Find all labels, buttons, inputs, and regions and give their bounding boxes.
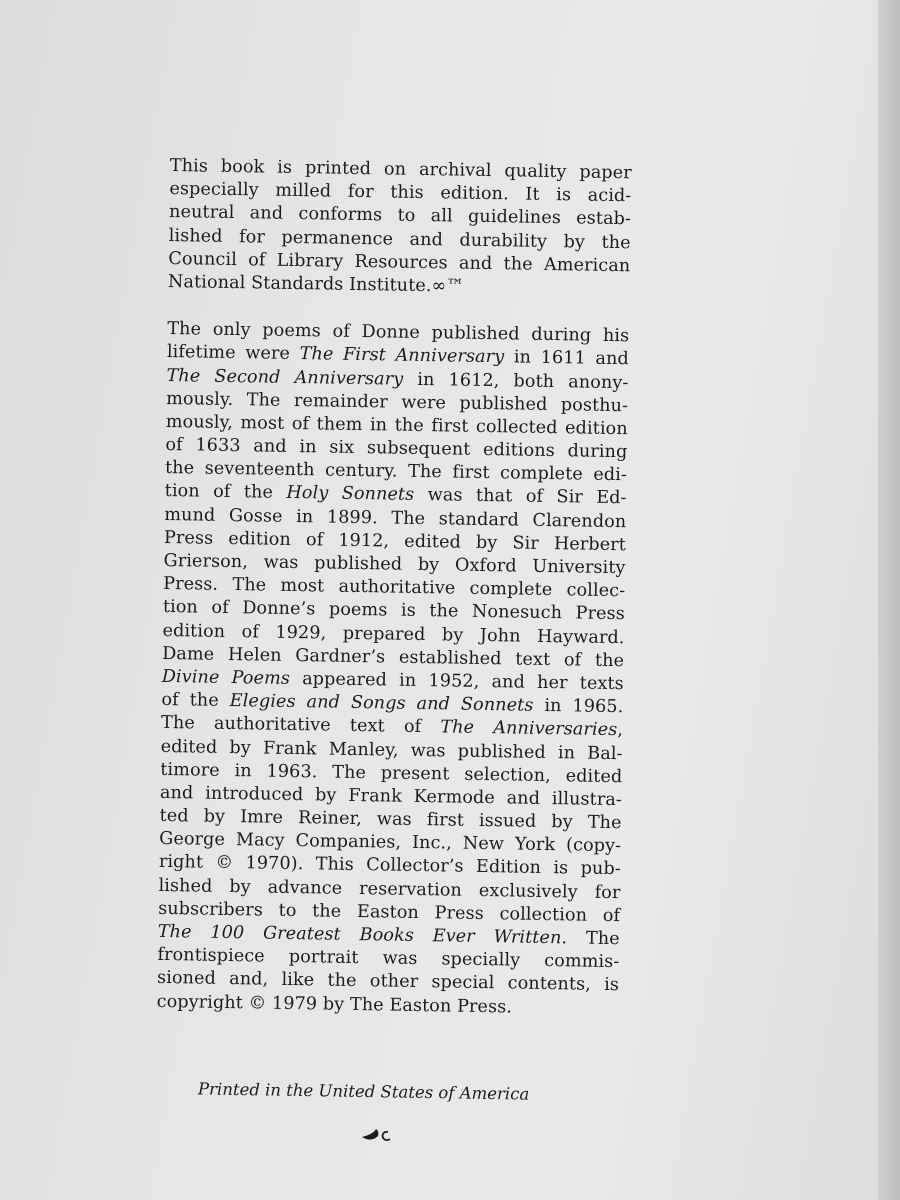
text-segment: lifetime were (166, 342, 300, 365)
text-segment: in 1612, both anony- (403, 369, 629, 393)
text-segment: The only poems of Donne published during his (167, 319, 630, 347)
text-segment: of the (161, 690, 230, 712)
text-segment: ted by Imre Reiner, was first issued by The (159, 805, 622, 834)
italic-title: The 100 Greatest Books Ever Written (157, 921, 562, 949)
italic-title: The Anniversaries (440, 717, 618, 741)
text-segment: of 1633 and in six subsequent editions during (165, 435, 628, 463)
text-segment: subscribers to the Easton Press collection of (158, 898, 621, 926)
colophon-text (157, 155, 632, 1021)
text-segment: mund Gosse in 1899. The standard Clarendon (164, 504, 627, 532)
page-edge (878, 0, 900, 1200)
text-segment: in 1965. (533, 695, 624, 718)
text-segment: George Macy Companies, Inc., New York (copy- (159, 829, 622, 857)
text-segment: lished for permanence and durability by the (168, 225, 631, 253)
text-segment: edited by Frank Manley, was published in Bal- (160, 736, 623, 764)
text-segment: Press edition of 1912, edited by Sir Herbert (163, 527, 627, 556)
text-segment: mously. The remainder were published posthu- (166, 388, 629, 416)
italic-title: The Second Anniversary (166, 365, 404, 390)
text-segment: Grierson, was published by Oxford University (163, 550, 626, 579)
paragraph (157, 318, 630, 1021)
text-segment: and introduced by Frank Kermode and illustra- (159, 782, 623, 811)
text-segment: edition of 1929, prepared by John Hayward. (162, 620, 625, 648)
text-segment: National Standards Institute.∞™ (167, 271, 465, 297)
paragraph (168, 155, 632, 301)
italic-title: Elegies and Songs and Sonnets (229, 691, 534, 716)
text-segment: especially milled for this edition. It is acid- (169, 179, 632, 207)
text-segment: Press. The most authoritative complete collec- (163, 574, 626, 602)
text-segment: frontispiece portrait was specially commis- (157, 945, 620, 973)
text-segment: copyright © 1979 by The Easton Press. (156, 991, 513, 1018)
italic-title: The First Anniversary (299, 344, 505, 368)
text-segment: Dame Helen Gardner’s established text of the (162, 643, 625, 671)
text-segment: This book is printed on archival quality paper (169, 155, 632, 184)
text-segment: mously, most of them in the first collected edition (165, 411, 628, 440)
text-segment: was that of Sir Ed- (414, 485, 627, 509)
text-segment: in 1611 and (504, 347, 630, 370)
italic-title: Divine Poems (161, 666, 291, 689)
text-segment: Council of Library Resources and the American (168, 248, 631, 276)
text-segment: the seventeenth century. The first complete edi- (164, 458, 628, 486)
italic-title: Holy Sonnets (286, 483, 415, 506)
text-segment: . The (561, 928, 620, 950)
text-segment: The authoritative text of (160, 713, 441, 738)
text-segment: right © 1970). This Collector’s Edition is pub- (158, 852, 621, 880)
text-segment: sioned and, like the other special contents, is (156, 968, 620, 996)
text-segment: appeared in 1952, and her texts (289, 668, 624, 695)
text-segment: neutral and conforms to all guidelines estab- (168, 202, 632, 230)
imprint-line: Printed in the United States of America (197, 1079, 530, 1104)
text-segment: tion of Donne’s poems is the Nonesuch Press (162, 597, 625, 625)
text-segment: , (617, 720, 624, 741)
text-segment: timore in 1963. The present selection, edited (160, 759, 623, 787)
leaf-ornament-icon (361, 1128, 391, 1144)
text-segment: lished by advance reservation exclusively for (158, 875, 621, 903)
text-segment: tion of the (164, 481, 287, 504)
